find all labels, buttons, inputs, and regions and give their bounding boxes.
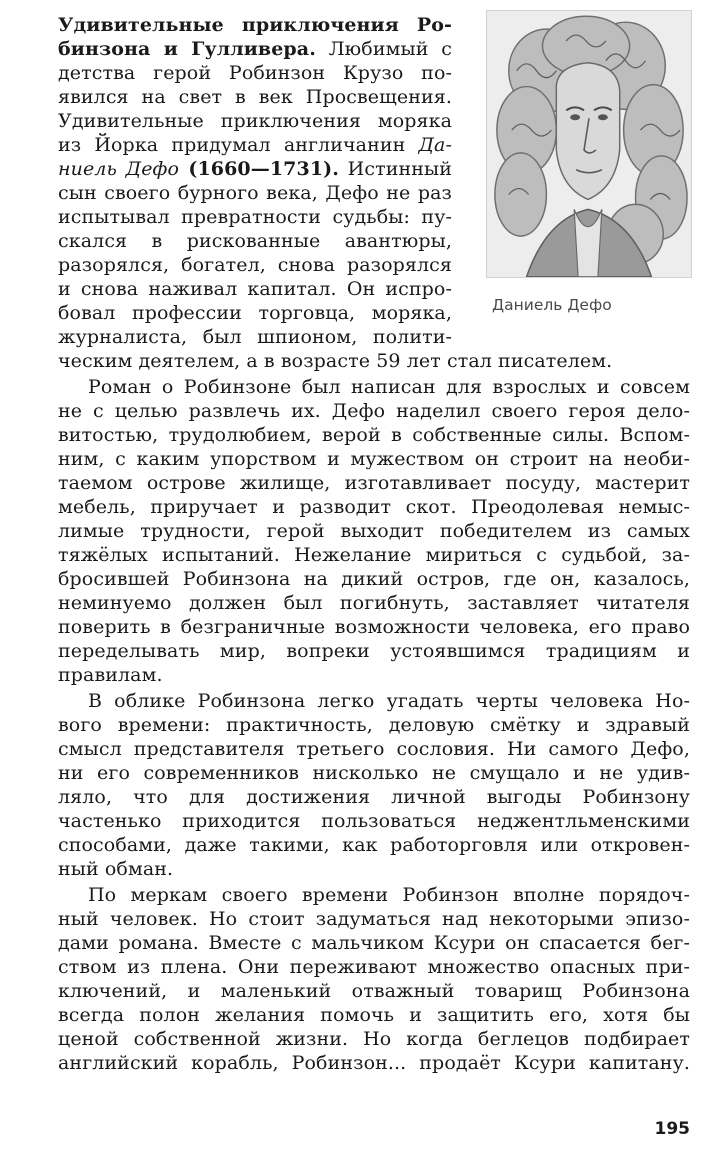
defoe-portrait-image: [486, 10, 692, 278]
portrait-caption: Даниель Дефо: [492, 296, 612, 314]
textbook-page: Даниель Дефо Удивительные приключения Ро- бинзона и Гулливера. Любимый с детства герой Робинзон Крузо по- явился на свет в век Просвещения. Удивительные приключения моряка из Йорка придумал англичанин Да- ниель Дефо (1660—1731). Истинный сын своего бурного века, Дефо не раз испытывал превратности судьбы: пу- скался в рискованные авантюры, разорялся, богател, снова разорялся и снова наживал капитал. Он испро- бовал профессии торговца, моряка, журналиста, был шпионом, полити- ческим деятелем, а в возрасте 59 лет стал писателем. Роман о Робинзоне был написан для взрослых и совсем не с целью развлечь их. Дефо наделил своего героя дело- витостью, трудолюбием, верой в собственные силы. Вспом- ним, с каким упорством и мужеством он строит на необи- таемом острове жилище, изготавливает посуду, мастерит мебель, приручает и разводит скот. Преодолевая немыс- лимые трудности, герой выходит победителем из самых тяжёлых испытаний. Нежелание мириться с судьбой, за- бросившей Робинзона на дикий остров, где он, казалось, неминуемо должен был погибнуть, заставляет читателя поверить в безграничные возможности человека, его право переделывать мир, вопреки устоявшимся традициям и правилам. В облике Робинзона легко угадать черты человека Но- вого времени: практичность, деловую смётку и здравый смысл представителя третьего сословия. Ни самого Дефо, ни его современников нисколько не смущало и не удив- ляло, что для достижения личной выгоды Робинзону частенько приходится пользоваться неджентльменскими способами, даже такими, как работорговля или откровен- ный обман. По меркам своего времени Робинзон вполне порядоч- ный человек. Но стоит задуматься над некоторыми эпизо- дами романа. Вместе с мальчиком Ксури он спасается бег- ством из плена. Они переживают множество опасных при- ключений, и маленький отважный товарищ Робинзона всегда полон желания помочь и защитить его, хотя бы ценой собственной жизни. Но когда беглецов подбирает английский корабль, Робинзон... продаёт Ксури капитану. 195: [0, 0, 720, 1164]
author-name: ниель Дефо: [58, 158, 180, 180]
section-heading-part2: бинзона и Гулливера.: [58, 38, 316, 60]
page-number: 195: [654, 1119, 690, 1139]
life-dates: (1660—1731).: [179, 158, 339, 180]
section-heading-part1: Удивительные приключения Ро-: [58, 14, 452, 36]
